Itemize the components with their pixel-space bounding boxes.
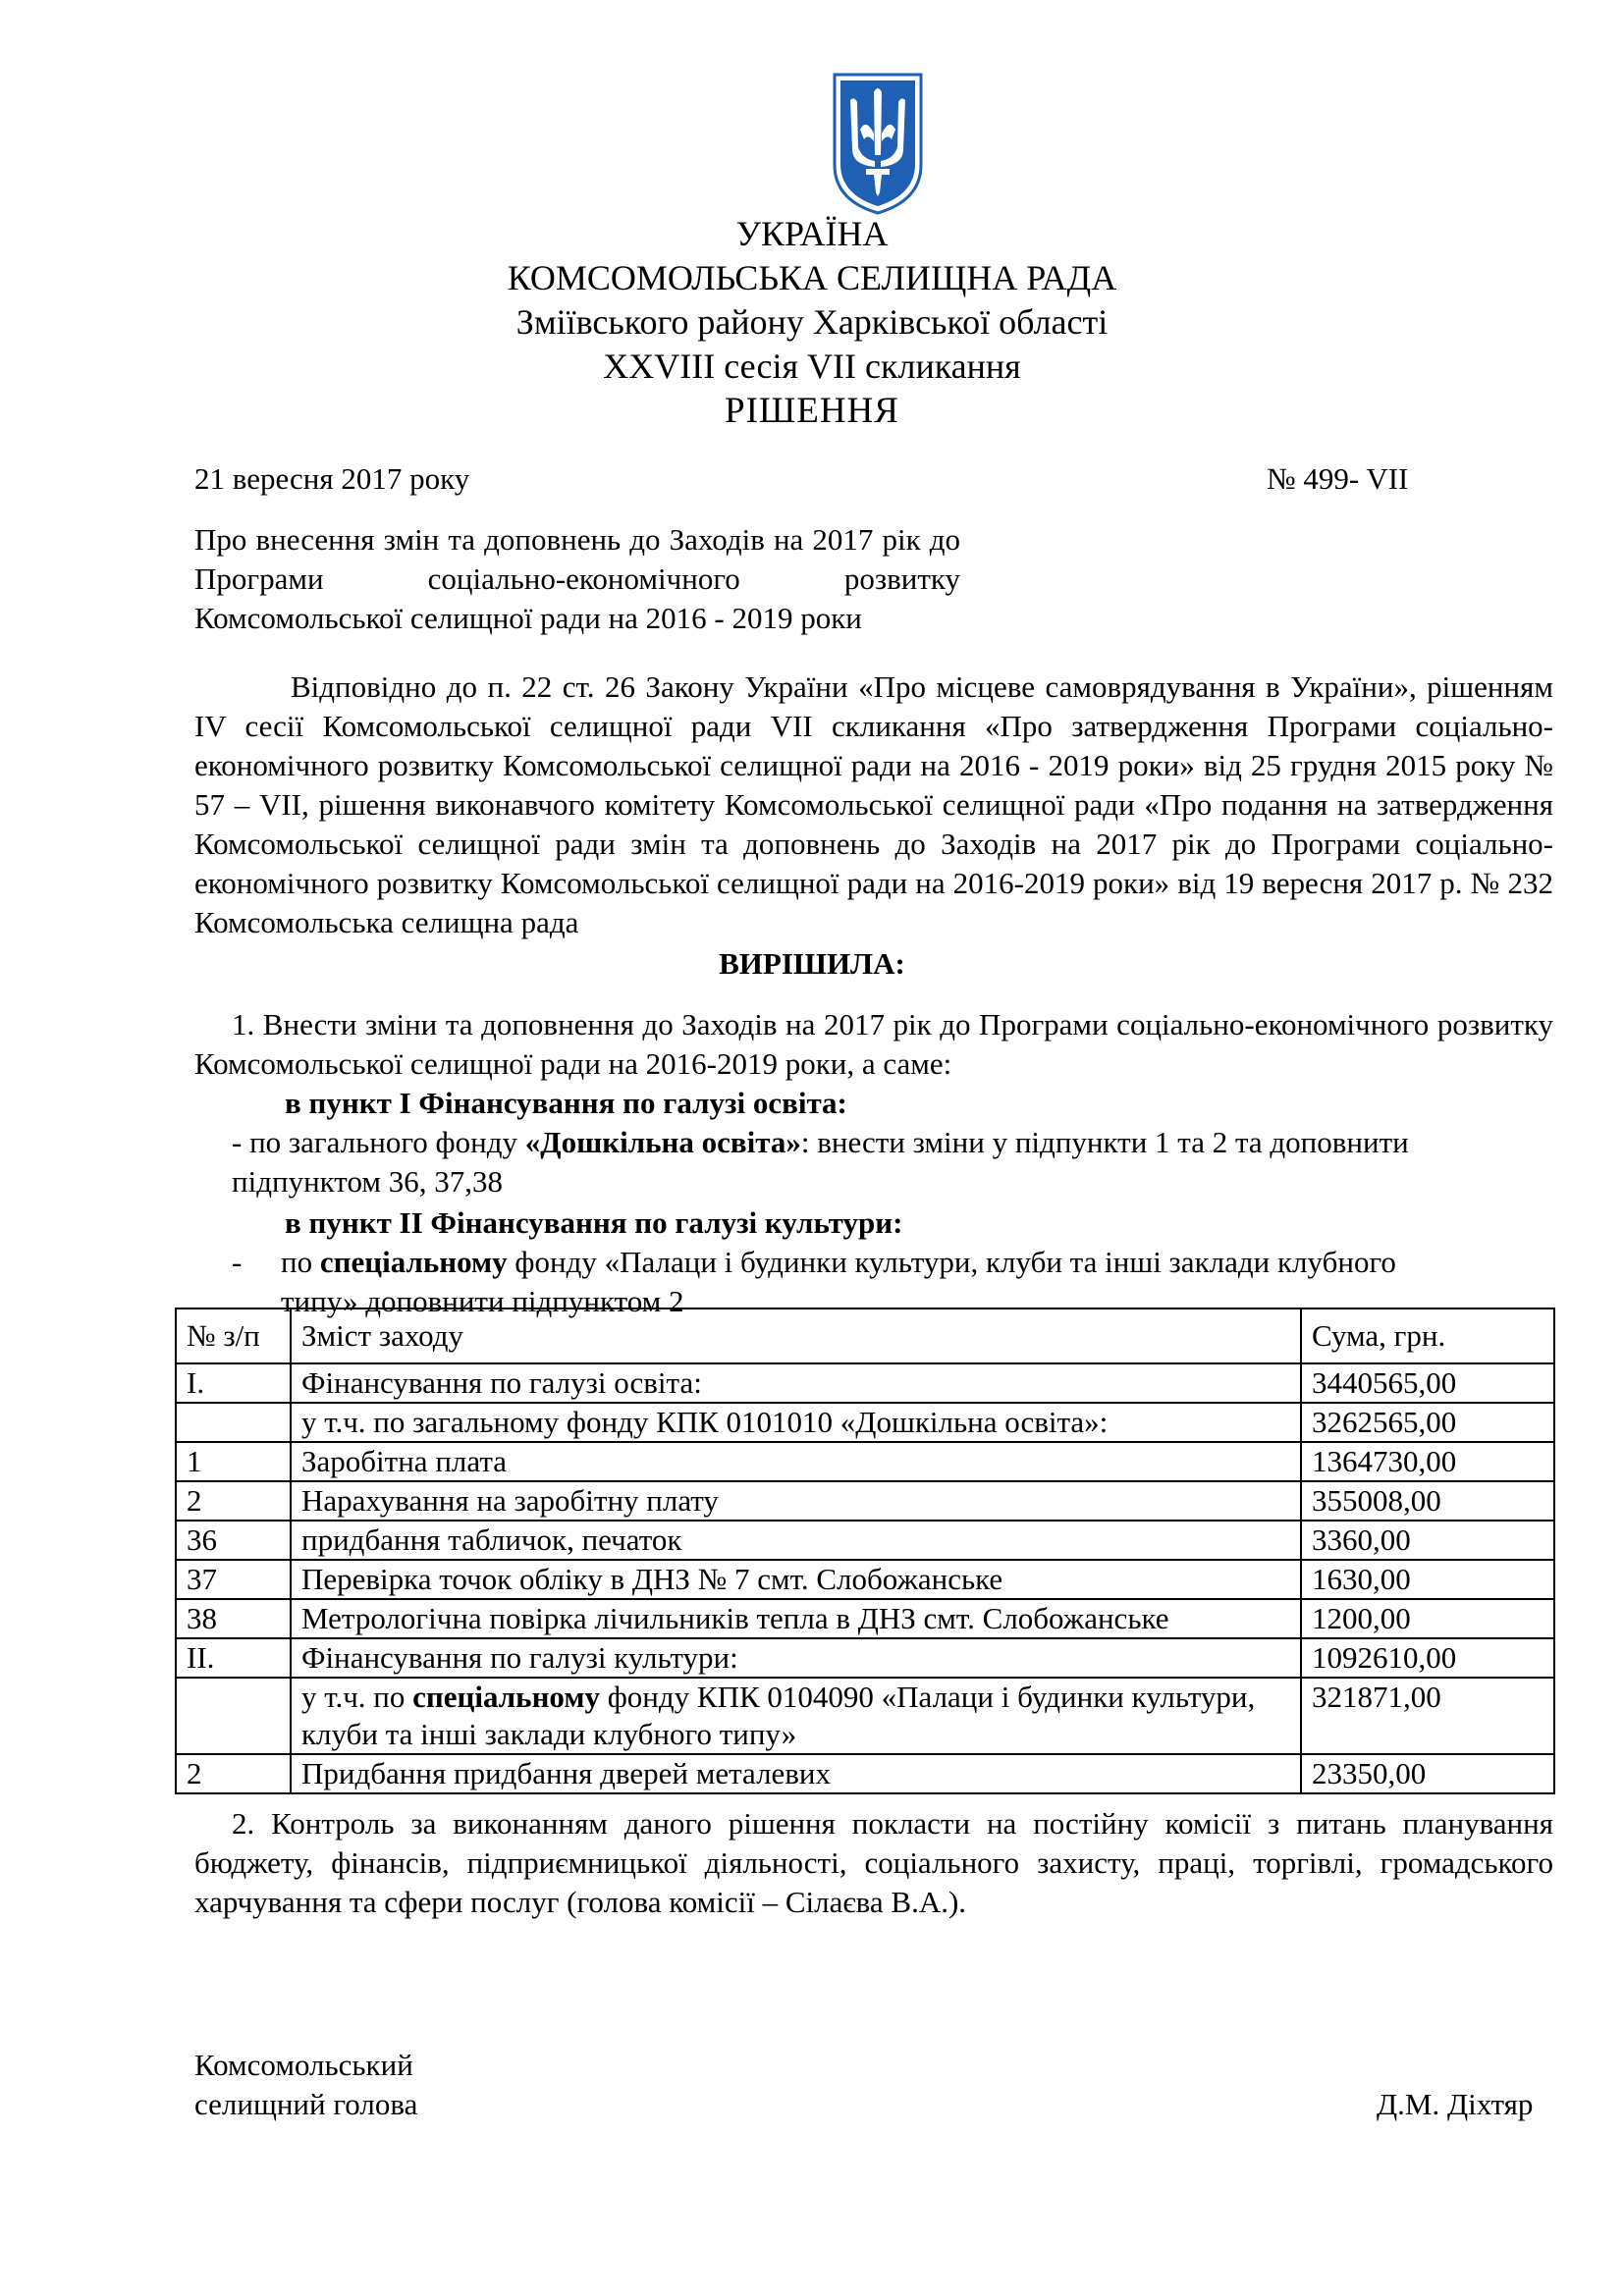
- row-sum: 1200,00: [1301, 1599, 1554, 1638]
- row-description: Фінансування по галузі культури:: [291, 1638, 1301, 1678]
- section-2-line-fund: спеціальному: [319, 1245, 508, 1279]
- row-number: 38: [176, 1599, 291, 1638]
- row-description-fund: спеціальному: [412, 1680, 600, 1714]
- signatory-title-line-1: Комсомольський: [194, 2048, 413, 2082]
- row-number: [176, 1678, 291, 1754]
- row-number: I.: [176, 1363, 291, 1403]
- table-row: [176, 1638, 1554, 1678]
- decision-date: 21 вересня 2017 року: [194, 461, 470, 496]
- row-number: 2: [176, 1754, 291, 1793]
- row-sum: 3440565,00: [1301, 1363, 1554, 1403]
- row-sum: 3360,00: [1301, 1521, 1554, 1560]
- row-number: II.: [176, 1638, 291, 1678]
- table-row: [176, 1521, 1554, 1560]
- signatory-title: [194, 2046, 417, 2124]
- row-description-prefix: у т.ч. по: [301, 1680, 413, 1714]
- item-2-paragraph: 2. Контроль за виконанням даного рішення покласти на постійну комісії з питань планування бюджету, фінансів, підприємницької діяльності, соціального захисту, праці, торгівлі, громадського харчування та сфери послуг (голова комісії – Сілаєва В.А.).: [194, 1806, 1553, 1919]
- document-type-title: РІШЕННЯ: [725, 391, 899, 431]
- ukraine-trident-icon: [831, 71, 925, 216]
- table-row: [176, 1363, 1554, 1403]
- header-description: Зміст заходу: [291, 1308, 1301, 1363]
- district-title: Зміївського району Харківської області: [515, 302, 1109, 342]
- row-description: Заробітна плата: [291, 1442, 1301, 1481]
- table-row: [176, 1599, 1554, 1638]
- row-number: [176, 1403, 291, 1442]
- row-sum: 1364730,00: [1301, 1442, 1554, 1481]
- council-title: КОМСОМОЛЬСЬКА СЕЛИЩНА РАДА: [507, 258, 1117, 297]
- row-description: [291, 1678, 1301, 1754]
- table-row: [176, 1678, 1554, 1754]
- row-description-suffix: фонду КПК 0104090 «Палаци і будинки культури, клуби та інші заклади клубного типу»: [301, 1680, 1256, 1751]
- row-description: Фінансування по галузі освіта:: [291, 1363, 1301, 1403]
- row-description: Нарахування на заробітну плату: [291, 1481, 1301, 1521]
- section-2-line: [281, 1243, 1553, 1282]
- row-number: 36: [176, 1521, 291, 1560]
- row-description: Придбання придбання дверей металевих: [291, 1754, 1301, 1793]
- header-sum: Сума, грн.: [1301, 1308, 1554, 1363]
- row-sum: 1630,00: [1301, 1560, 1554, 1599]
- country-title: УКРАЇНА: [735, 214, 889, 253]
- section-1-line-prefix: - по загального фонду: [232, 1125, 525, 1159]
- row-sum: 23350,00: [1301, 1754, 1554, 1793]
- table-row: [176, 1403, 1554, 1442]
- table-header-row: [176, 1308, 1554, 1363]
- row-number: 2: [176, 1481, 291, 1521]
- section-2-line-suffix: фонду «Палаци і будинки культури, клуби та інші заклади клубного: [507, 1245, 1396, 1279]
- row-description: придбання табличок, печаток: [291, 1521, 1301, 1560]
- signatory-title-line-2: селищний голова: [194, 2087, 418, 2121]
- row-sum: 1092610,00: [1301, 1638, 1554, 1678]
- table-row: [176, 1560, 1554, 1599]
- header-number: № з/п: [176, 1308, 291, 1363]
- row-number: 37: [176, 1560, 291, 1599]
- measures-table: [175, 1308, 1555, 1794]
- row-sum: 3262565,00: [1301, 1403, 1554, 1442]
- row-number: 1: [176, 1442, 291, 1481]
- section-1-line-continuation: підпунктом 36, 37,38: [232, 1164, 503, 1199]
- resolved-heading: ВИРІШИЛА:: [719, 946, 905, 981]
- section-2-line-prefix: по: [281, 1245, 320, 1279]
- table-row: [176, 1442, 1554, 1481]
- row-description: Перевірка точок обліку в ДНЗ № 7 смт. Слобожанське: [291, 1560, 1301, 1599]
- section-1-line: [232, 1123, 1553, 1162]
- document-header: [0, 212, 1624, 433]
- session-title: XXVIII сесія VII скликання: [603, 347, 1021, 386]
- table-row: [176, 1754, 1554, 1793]
- row-description: Метрологічна повірка лічильників тепла в ДНЗ смт. Слобожанське: [291, 1599, 1301, 1638]
- row-sum: 321871,00: [1301, 1678, 1554, 1754]
- preamble-paragraph: Відповідно до п. 22 ст. 26 Закону України «Про місцеве самоврядування в України», рішенням IV сесії Комсомольської селищної ради VII скликання «Про затвердження Програми соціально-економічного розвитку Комсомольської селищної ради на 2016 - 2019 роки» від 25 грудня 2015 року № 57 – VII, рішення виконавчого комітету Комсомольської селищної ради «Про подання на затвердження Комсомольської селищної ради змін та доповнень до Заходів на 2017 рік до Програми соціально-економічного розвитку Комсомольської селищної ради на 2016-2019 роки» від 19 вересня 2017 р. № 232 Комсомольська селищна рада: [194, 669, 1553, 939]
- section-2-heading: в пункт II Фінансування по галузі культури:: [285, 1205, 903, 1240]
- section-1-line-suffix: : внести зміни у підпункти 1 та 2 та доповнити: [800, 1125, 1409, 1159]
- section-1-heading: в пункт I Фінансування по галузі освіта:: [285, 1086, 847, 1120]
- signatory-name: Д.М. Діхтяр: [1377, 2087, 1534, 2121]
- item-1-paragraph: 1. Внести зміни та доповнення до Заходів на 2017 рік до Програми соціально-економічного розвитку Комсомольської селищної ради на 2016-2019 роки, а саме:: [194, 1007, 1553, 1081]
- section-1-line-fund: «Дошкільна освіта»: [524, 1125, 801, 1159]
- row-description: у т.ч. по загальному фонду КПК 0101010 «Дошкільна освіта»:: [291, 1403, 1301, 1442]
- section-2-line-continuation: типу» доповнити підпунктом 2: [281, 1284, 684, 1318]
- row-sum: 355008,00: [1301, 1481, 1554, 1521]
- table-row: [176, 1481, 1554, 1521]
- decision-number: № 499- VII: [1267, 461, 1409, 496]
- decision-subject: Про внесення змін та доповнень до Заходів на 2017 рік до Програми соціально-економічного розвитку Комсомольської селищної ради на 2016 - 2019 роки: [194, 522, 960, 635]
- section-2-dash: -: [232, 1245, 243, 1279]
